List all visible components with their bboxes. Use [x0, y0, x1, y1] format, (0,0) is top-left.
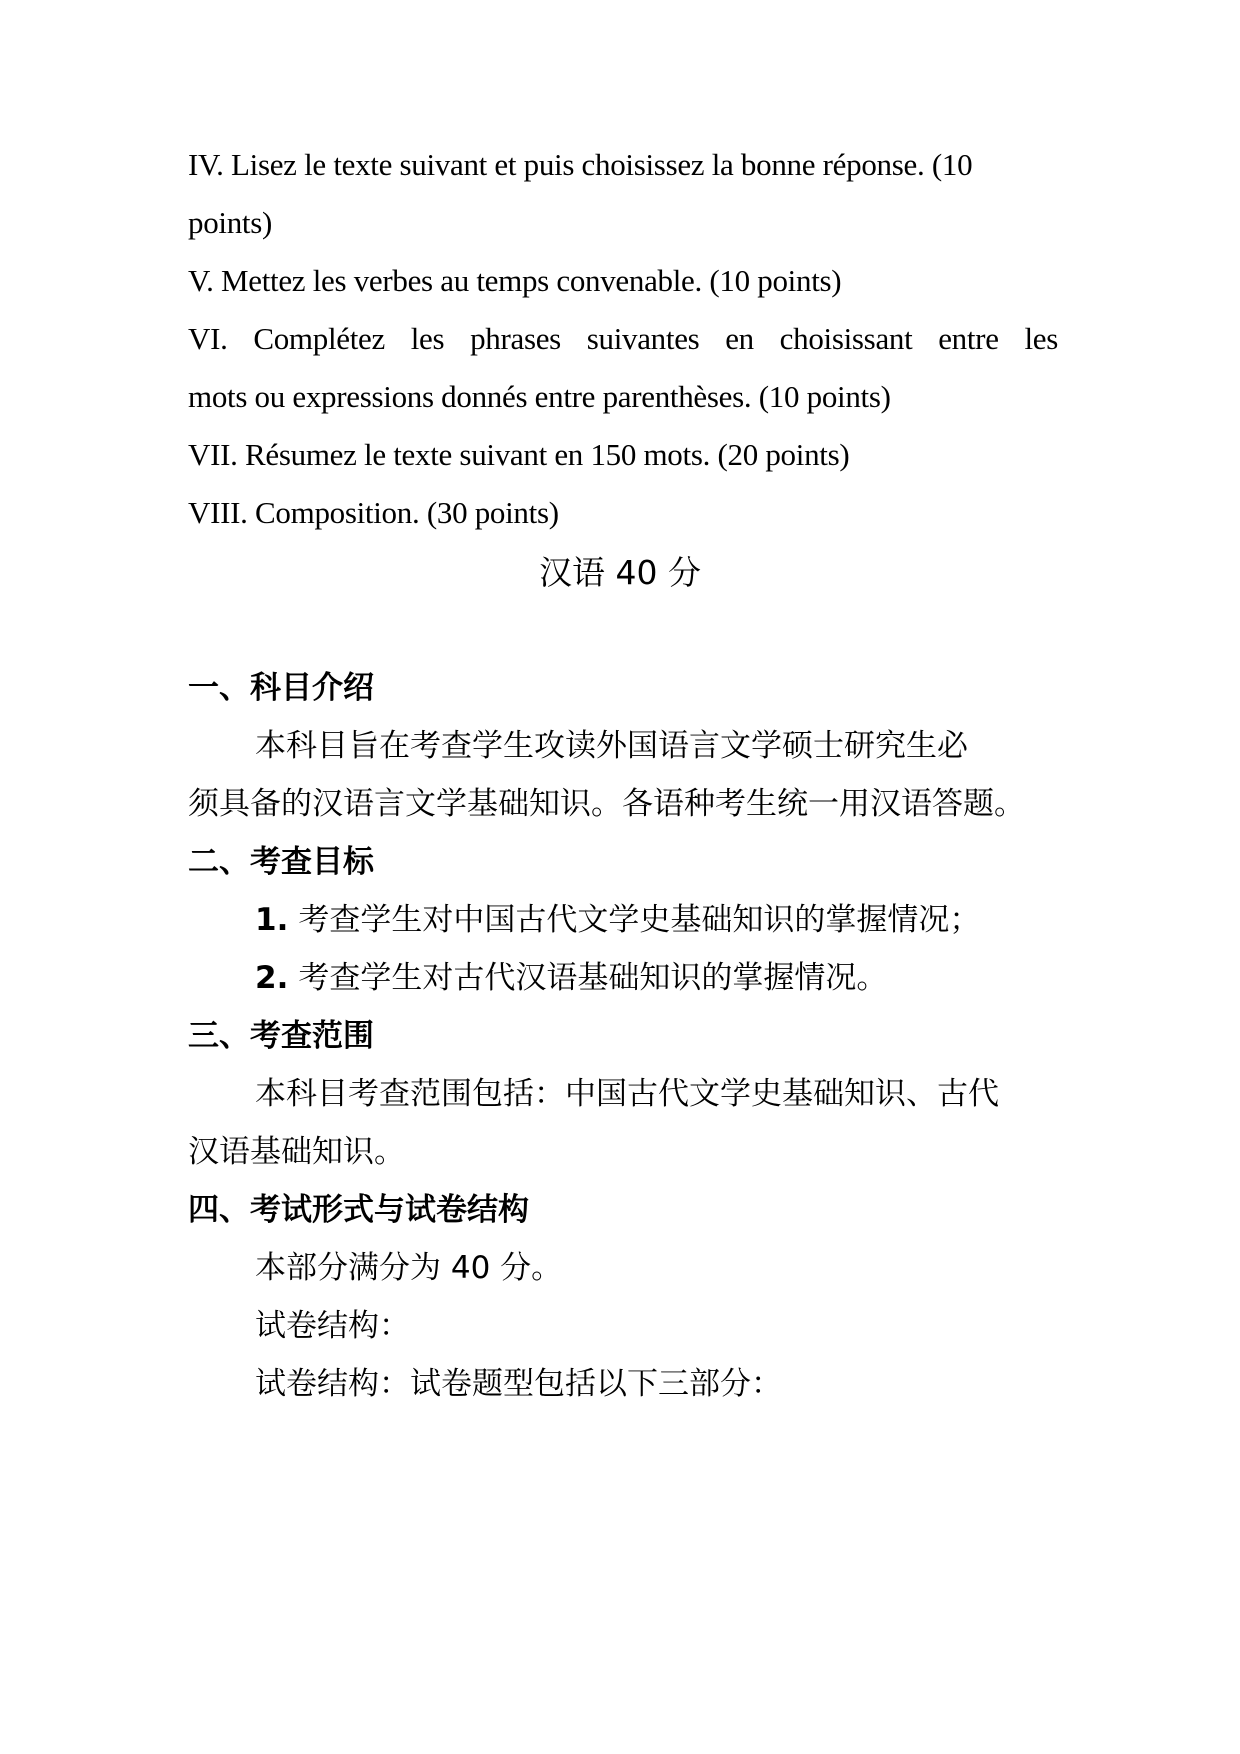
chinese-section-title: 汉语 40 分 [539, 553, 701, 592]
section-heading-exam-format: 四、考试形式与试卷结构 [188, 1192, 529, 1228]
objective-item-1 [255, 902, 980, 938]
section-heading-exam-scope: 三、考查范围 [188, 1018, 374, 1054]
exam-format-line3: 试卷结构：试卷题型包括以下三部分： [255, 1366, 782, 1402]
french-item-iv-line1: IV. Lisez le texte suivant et puis choisissez la bonne réponse. (10 [188, 147, 973, 182]
section-heading-exam-objectives: 二、考查目标 [188, 844, 374, 880]
objective-item-2 [255, 960, 887, 996]
french-item-v: V. Mettez les verbes au temps convenable. (10 points) [188, 263, 842, 298]
exam-format-line2: 试卷结构： [255, 1308, 410, 1344]
french-item-iv-line2: points) [188, 205, 273, 240]
subject-intro-line2: 须具备的汉语言文学基础知识。各语种考生统一用汉语答题。 [188, 786, 1025, 822]
french-item-vi-line2: mots ou expressions donnés entre parenthèses. (10 points) [188, 379, 891, 414]
french-item-vii: VII. Résumez le texte suivant en 150 mots. (20 points) [188, 437, 850, 472]
exam-format-line1: 本部分满分为 40 分。 [255, 1250, 563, 1286]
exam-scope-line1: 本科目考查范围包括：中国古代文学史基础知识、古代 [255, 1076, 999, 1112]
list-text: 考查学生对中国古代文学史基础知识的掌握情况； [298, 902, 981, 938]
list-text: 考查学生对古代汉语基础知识的掌握情况。 [298, 960, 888, 996]
french-item-viii: VIII. Composition. (30 points) [188, 495, 559, 530]
list-number: 2. [255, 960, 289, 996]
section-heading-subject-intro: 一、科目介绍 [188, 670, 374, 706]
subject-intro-line1: 本科目旨在考查学生攻读外国语言文学硕士研究生必 [255, 728, 968, 764]
list-number: 1. [255, 902, 289, 938]
french-item-vi-line1: VI. Complétez les phrases suivantes en choisissant entre les [188, 321, 1058, 356]
exam-scope-line2: 汉语基础知识。 [188, 1134, 405, 1170]
